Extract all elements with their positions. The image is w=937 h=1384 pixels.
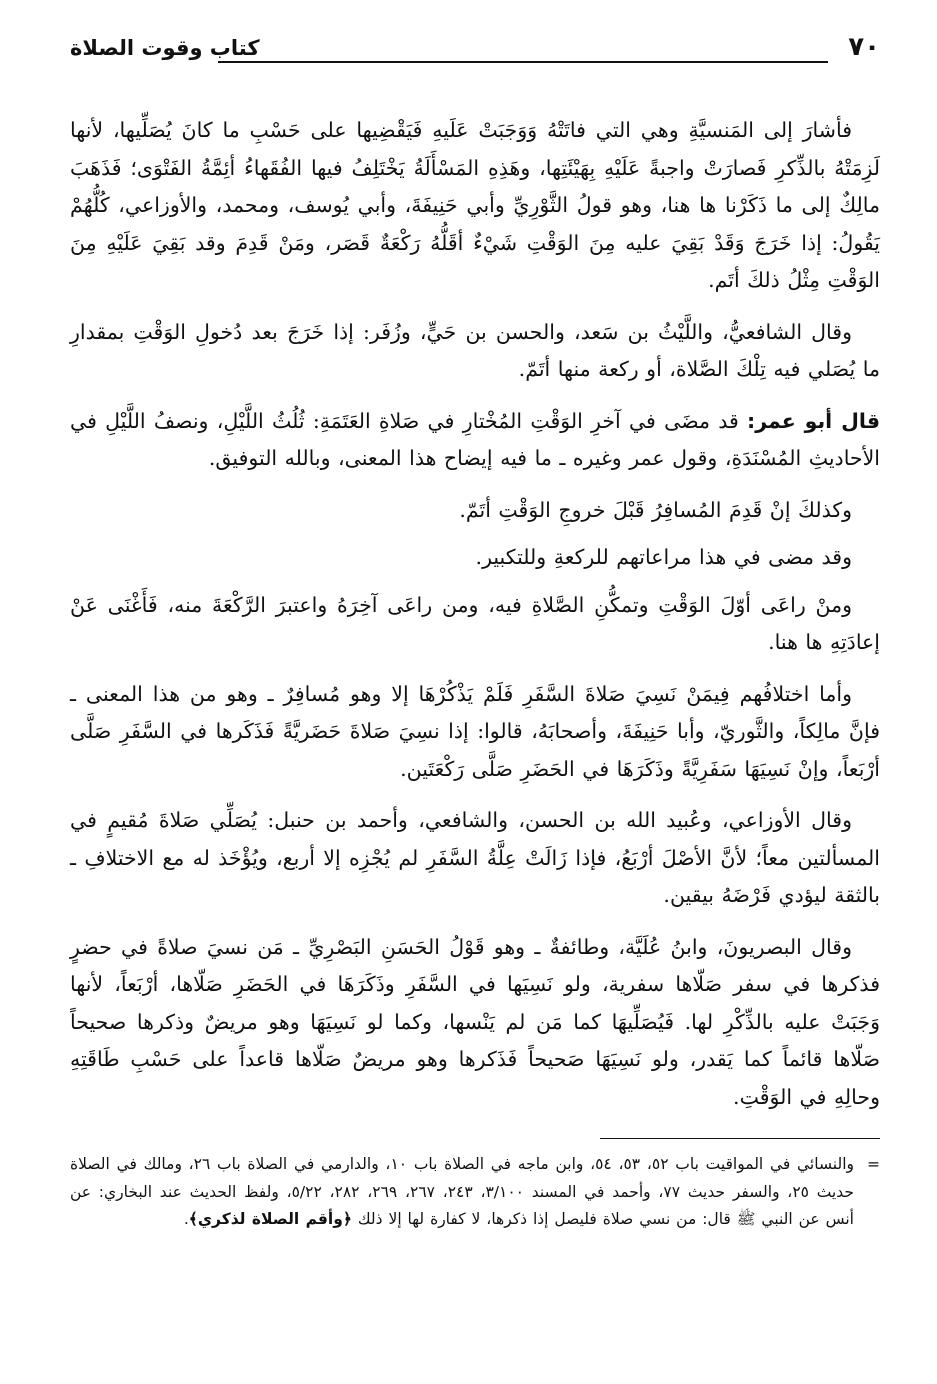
header-rule — [218, 61, 828, 63]
abu-umar-text: قد مضَى في آخرِ الوَقْتِ المُخْتارِ في صَلاةِ العَتَمَةِ: ثُلُثُ اللَّيْلِ، ونصفُ اللَّيْلِ في الأحاديثِ المُسْنَدَةِ، وقول عمر وغيره ـ ما فيه إيضاح هذا المعنى، وبالله التوفيق. — [70, 408, 880, 470]
book-page — [70, 30, 880, 1234]
paragraph-1: فأشارَ إلى المَنسيَّةِ وهي التي فاتَتْهُ وَوَجَبَتْ عَلَيهِ فَيَقْضِيها على حَسْبِ ما كانَ يُصَلِّيها، لأنها لَزِمَتْهُ بالذِّكرِ فَصارَتْ واجبةً عَلَيْهِ بِهَيْئَتِها، وهَذِهِ المَسْأَلَةُ يَخْتَلِفُ فيها الفُقَهاءُ أئِمَّةُ الفَتْوَى؛ فَذَهَبَ مالِكٌ إلى ما ذَكَرْنا ها هنا، وهو قولُ الثَّوْرِيِّ وأبي حَنِيفَةَ، وأبي يُوسف، ومحمد، والأوزاعي، كُلُّهُمْ يَقُولُ: إذا خَرَجَ وَقَدْ بَقِيَ عليه مِنَ الوَقْتِ شَيْءٌ أقَلُّهُ رَكْعَةٌ قَصَر، ومَنْ قَدِمَ وقد بَقِيَ عَلَيْهِ مِنَ الوَقْتِ مِثْلُ ذلكَ أتَم. — [70, 118, 880, 292]
page-number: ٧٠ — [848, 32, 880, 62]
quran-citation: ﴿وأقم الصلاة لذكري﴾ — [188, 1210, 352, 1228]
main-text — [70, 112, 880, 1116]
paragraph-4: وأما اختلافُهم فِيمَنْ نَسِيَ صَلاةَ السَّفَرِ فَلَمْ يَذْكُرْهَا إلا وهو مُسافِرٌ ـ وهو من هذا المعنى ـ فإنَّ مالِكاً، والثَّوريّ، وأبا حَنِيفَةَ، وأصحابَهُ، قالوا: إذا نسِيَ صَلاةَ حَضَريَّةً فَذَكَرها في السَّفَرِ صَلَّى أرْبَعاً، وإنْ نَسِيَهَا سَفَرِيَّةً وذَكَرَهَا في الحَضَرِ صَلَّى رَكْعَتَين. — [70, 681, 880, 781]
paragraph-6: وقال البصريونَ، وابنُ عُلَيَّة، وطائفةٌ ـ وهو قَوْلُ الحَسَنِ البَصْرِيِّ ـ مَن نسيَ صلاةً في حضرٍ فذكرها في سفر صَلّاها سفرية، ولو نَسِيَها في السَّفَرِ وذَكَرَهَا في الحَضَرِ صَلّاها، أرْبَعاً، لأنها وَجَبَتْ عليه بالذِّكْرِ لها. فَيُصَلِّيهَا كما مَن لم يَنْسها، وكما لو نَسِيَهَا وهو مريضٌ وذكرها صحيحاً صَلّاها قائماً كما يَقدر، ولو نَسِيَهَا صَحيحاً فَذَكرها وهو مريضٌ صَلّاها قاعداً على حَسْبِ طَاقَتِهِ وحالِهِ في الوَقْتِ. — [70, 934, 880, 1109]
footnote-text: والنسائي في المواقيت باب ٥٢، ٥٣، ٥٤، وابن ماجه في الصلاة باب ١٠، والدارمي في الصلاة باب ٢٦، ومالك في الصلاة حديث ٢٥، والسفر حديث ٧٧، وأحمد في المسند ٣/١٠٠، ٢٤٣، ٢٦٧، ٢٦٩، ٢٨٢، ٥/٢٢، ولفظ الحديث عند البخاري: عن أنس عن النبي ﷺ قال: من نسي صلاة فليصل إذا ذكرها، لا كفارة لها إلا ذلك — [70, 1155, 854, 1228]
paragraph-short-1: وكذلكَ إنْ قَدِمَ المُسافِرُ قَبْلَ خروجِ الوَقْتِ أتَمّ. — [459, 497, 852, 522]
footnote-rule — [600, 1138, 880, 1139]
footnotes — [70, 1151, 880, 1234]
footnote-continuation-mark: = — [867, 1155, 880, 1173]
running-title: كتاب وقوت الصلاة — [70, 36, 260, 60]
abu-umar-lead: قال أبو عمر: — [747, 408, 880, 433]
page-header — [70, 30, 880, 72]
paragraph-3: ومنْ راعَى أوّلَ الوَقْتِ وتمكُّنِ الصَّلاةِ فيه، ومن راعَى آخِرَهُ واعتبرَ الرَّكْعَةَ منه، فَأَغْنَى عَنْ إعادَتِهِ ها هنا. — [70, 592, 880, 654]
paragraph-short-2: وقد مضى في هذا مراعاتهم للركعةِ وللتكبير. — [475, 545, 852, 569]
footnote-end: . — [183, 1210, 189, 1228]
paragraph-5: وقال الأوزاعي، وعُبيد الله بن الحسن، والشافعي، وأحمد بن حنبل: يُصَلِّي صَلاةَ مُقيمٍ في المسألتين معاً؛ لأنَّ الأصْلَ أرْبَعُ، فإذا زَالَتْ عِلَّةُ السَّفَرِ لم يُجْزِه إلا أربع، ويُؤْخَذ له مع الاختلافِ ـ بالثقة ليؤدي فَرْضَهُ بيقين. — [70, 808, 880, 907]
paragraph-2: وقال الشافعيُّ، واللَّيْثُ بن سَعد، والحسن بن حَيٍّ، وزُفَر: إذا خَرَجَ بعد دُخولِ الوَقْتِ بمقدارِ ما يُصَلي فيه تِلْكَ الصَّلاة، أو ركعة منها أتَمّ. — [70, 319, 880, 381]
paragraph-abu-umar — [70, 403, 880, 478]
footnote-1 — [70, 1151, 880, 1234]
